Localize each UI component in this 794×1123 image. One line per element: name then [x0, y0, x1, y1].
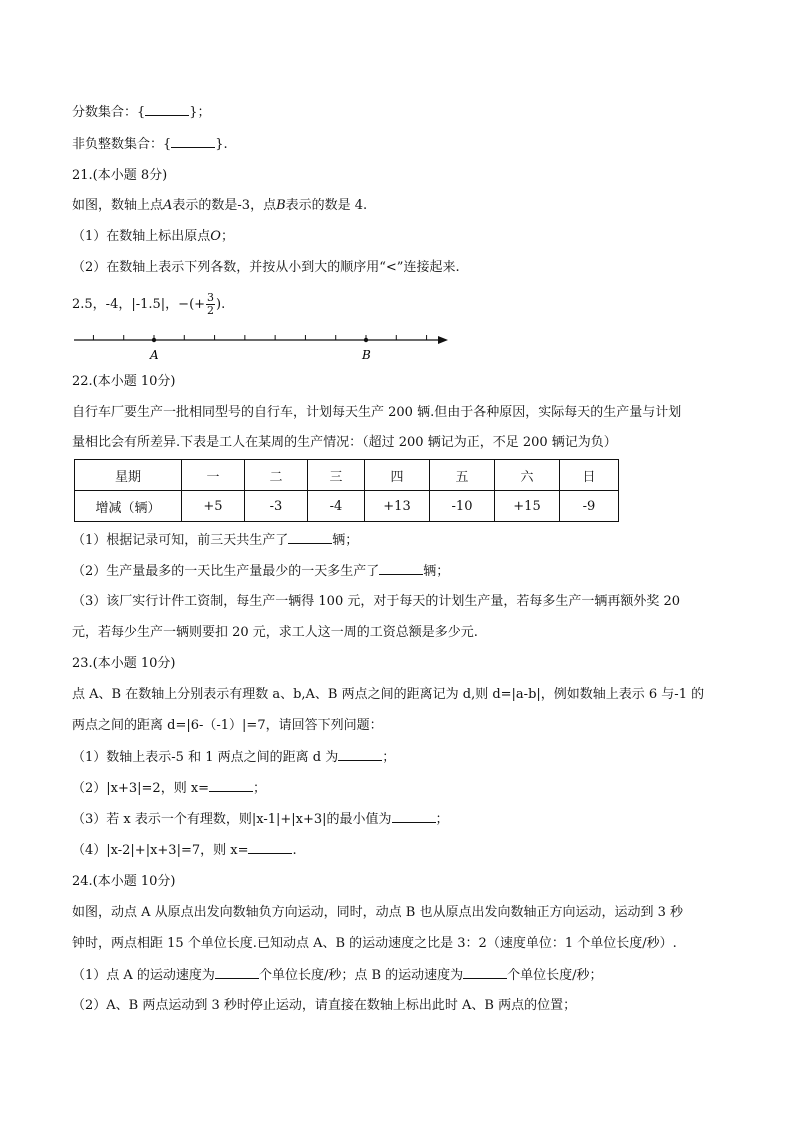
production-table [74, 459, 619, 522]
number-line-arrow [438, 336, 448, 344]
answer-blank[interactable] [379, 561, 423, 575]
q22-stem-line1: 自行车厂要生产一批相同型号的自行车，计划每天生产 200 辆.但由于各种原因，实际每天的生产量与计划 [72, 405, 682, 420]
table-cell: +15 [495, 491, 560, 522]
table-cell: 二 [245, 460, 308, 491]
answer-blank[interactable] [463, 965, 507, 979]
q23-part4: （4）|x-2|+|x+3|=7，则 x= . [72, 840, 297, 861]
q22-part2: （2）生产量最多的一天比生产量最少的一天多生产了 辆； [72, 561, 449, 582]
q21-stem: 如图，数轴上点A表示的数是-3，点B表示的数是 4. [72, 198, 368, 213]
nonneg-int-set-line: 非负整数集合：{ }. [72, 134, 228, 155]
number-line-ticks [93, 335, 426, 340]
q22-part1: （1）根据记录可知，前三天共生产了 辆； [72, 530, 358, 551]
answer-blank[interactable] [171, 134, 215, 148]
table-cell: 四 [365, 460, 430, 491]
q23-header: 23.(本小题 10分) [72, 656, 176, 671]
q24-part2: （2）A、B 两点运动到 3 秒时停止运动，请直接在数轴上标出此时 A、B 两点的位置； [72, 998, 577, 1013]
answer-blank[interactable] [248, 840, 292, 854]
answer-blank[interactable] [145, 102, 189, 116]
q21-part2: （2）在数轴上表示下列各数，并按从小到大的顺序用“<”连接起来. [72, 260, 460, 275]
number-line [72, 328, 462, 364]
point-a-label: A [150, 348, 159, 362]
q24-stem-line1: 如图，动点 A 从原点出发向数轴负方向运动，同时，动点 B 也从原点出发向数轴正方向运动，运动到 3 秒 [72, 905, 684, 920]
point-b-dot [364, 338, 368, 342]
point-a-dot [152, 338, 156, 342]
table-cell: 三 [308, 460, 365, 491]
point-b-label: B [362, 348, 371, 362]
q22-part3-line2: 元，若每少生产一辆则要扣 20 元，求工人这一周的工资总额是多少元. [72, 625, 478, 640]
table-header-cell: 增减（辆） [75, 491, 182, 522]
table-cell: 五 [430, 460, 495, 491]
answer-blank[interactable] [209, 778, 253, 792]
q23-stem-line2: 两点之间的距离 d=|6-（-1）|=7，请回答下列问题： [72, 718, 383, 733]
table-cell: 六 [495, 460, 560, 491]
q23-part1: （1）数轴上表示-5 和 1 两点之间的距离 d 为 ； [72, 747, 395, 768]
q21-part1: （1）在数轴上标出原点O； [72, 229, 234, 244]
q21-header: 21.(本小题 8分) [72, 168, 168, 183]
table-cell: -4 [308, 491, 365, 522]
table-row [75, 460, 619, 491]
fraction-set-line: 分数集合：{ }； [72, 102, 211, 123]
answer-blank[interactable] [215, 965, 259, 979]
q23-part3: （3）若 x 表示一个有理数，则|x-1|+|x+3|的最小值为 ； [72, 809, 449, 830]
fraction-three-halves: $\frac{3}{2}$ [207, 291, 215, 317]
answer-blank[interactable] [338, 747, 382, 761]
table-cell: +13 [365, 491, 430, 522]
q22-header: 22.(本小题 10分) [72, 374, 176, 389]
q24-part1: （1）点 A 的运动速度为 个单位长度/秒；点 B 的运动速度为 个单位长度/秒； [72, 965, 603, 986]
q24-header: 24.(本小题 10分) [72, 874, 176, 889]
q23-part2: （2）|x+3|=2，则 x= ； [72, 778, 266, 799]
table-cell: -10 [430, 491, 495, 522]
q22-stem-line2: 量相比会有所差异.下表是工人在某周的生产情况：（超过 200 辆记为正，不足 200 辆记为负） [72, 435, 617, 450]
q22-part3-line1: （3）该厂实行计件工资制，每生产一辆得 100 元，对于每天的计划生产量，若每多生产一辆再额外奖 20 [72, 594, 681, 609]
table-header-cell: 星期 [75, 460, 182, 491]
answer-blank[interactable] [392, 809, 436, 823]
answer-blank[interactable] [288, 530, 332, 544]
table-cell: 一 [182, 460, 245, 491]
q24-stem-line2: 钟时，两点相距 15 个单位长度.已知动点 A、B 的运动速度之比是 3：2（速度单位：1 个单位长度/秒）. [72, 936, 677, 951]
table-row [75, 491, 619, 522]
q23-stem-line1: 点 A、B 在数轴上分别表示有理数 a、b,A、B 两点之间的距离记为 d,则 d=|a-b|，例如数轴上表示 6 与-1 的 [72, 687, 705, 702]
table-cell: -3 [245, 491, 308, 522]
table-cell: -9 [560, 491, 619, 522]
table-cell: +5 [182, 491, 245, 522]
table-cell: 日 [560, 460, 619, 491]
q21-numbers: 2.5，-4，|-1.5|，−(+ $\frac{3}{2}$ ). [72, 291, 226, 317]
